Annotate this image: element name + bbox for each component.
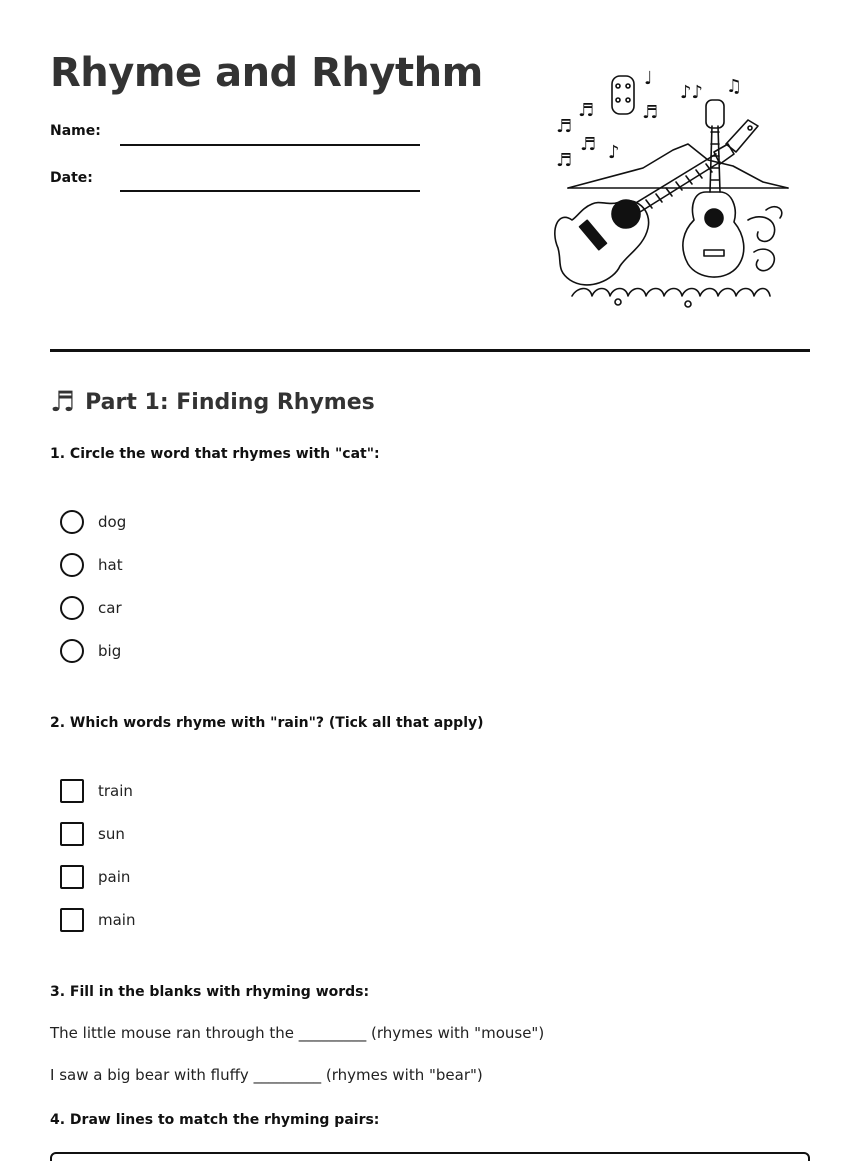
q2-option-sun[interactable] (60, 822, 125, 846)
option-label: sun (98, 825, 125, 843)
ukulele-illustration-icon (548, 70, 798, 310)
radio-circle[interactable] (60, 510, 84, 534)
q1-option-big[interactable] (60, 639, 121, 663)
option-label: car (98, 599, 122, 617)
music-note-icon: ♬ (50, 385, 76, 418)
date-field[interactable] (120, 190, 420, 192)
question-4: 4. Draw lines to match the rhyming pairs: (50, 1112, 380, 1128)
checkbox[interactable] (60, 779, 84, 803)
checkbox[interactable] (60, 908, 84, 932)
name-label: Name: (50, 123, 101, 139)
matching-area[interactable] (50, 1152, 810, 1161)
svg-text:♬: ♬ (580, 134, 597, 155)
question-2: 2. Which words rhyme with "rain"? (Tick all that apply) (50, 715, 484, 731)
checkbox[interactable] (60, 822, 84, 846)
q2-option-train[interactable] (60, 779, 133, 803)
question-3: 3. Fill in the blanks with rhyming words: (50, 984, 370, 1000)
svg-text:♪: ♪ (608, 142, 620, 163)
svg-text:♬: ♬ (556, 116, 573, 137)
fill-blank-sentence-2[interactable]: I saw a big bear with fluffy _________ (rhymes with "bear") (50, 1066, 483, 1084)
date-label: Date: (50, 170, 93, 186)
q1-option-hat[interactable] (60, 553, 123, 577)
svg-text:♫: ♫ (726, 76, 743, 97)
option-label: main (98, 911, 136, 929)
svg-text:♪♪: ♪♪ (680, 82, 703, 103)
section-divider (50, 349, 810, 352)
q2-option-pain[interactable] (60, 865, 130, 889)
part1-heading (50, 385, 375, 418)
fill-blank-sentence-1[interactable]: The little mouse ran through the _________ (rhymes with "mouse") (50, 1024, 545, 1042)
q1-option-dog[interactable] (60, 510, 126, 534)
svg-text:♩: ♩ (644, 70, 653, 89)
checkbox[interactable] (60, 865, 84, 889)
option-label: big (98, 642, 122, 660)
svg-text:♬: ♬ (556, 150, 573, 171)
option-label: train (98, 782, 133, 800)
option-label: hat (98, 556, 123, 574)
option-label: dog (98, 513, 127, 531)
svg-text:♬: ♬ (578, 100, 595, 121)
q1-option-car[interactable] (60, 596, 122, 620)
q2-option-main[interactable] (60, 908, 135, 932)
name-field[interactable] (120, 144, 420, 146)
radio-circle[interactable] (60, 639, 84, 663)
option-label: pain (98, 868, 131, 886)
part1-heading-text: Part 1: Finding Rhymes (85, 389, 375, 415)
page-title: Rhyme and Rhythm (50, 50, 483, 96)
svg-text:♬: ♬ (642, 102, 659, 123)
question-1: 1. Circle the word that rhymes with "cat": (50, 446, 380, 462)
radio-circle[interactable] (60, 596, 84, 620)
radio-circle[interactable] (60, 553, 84, 577)
